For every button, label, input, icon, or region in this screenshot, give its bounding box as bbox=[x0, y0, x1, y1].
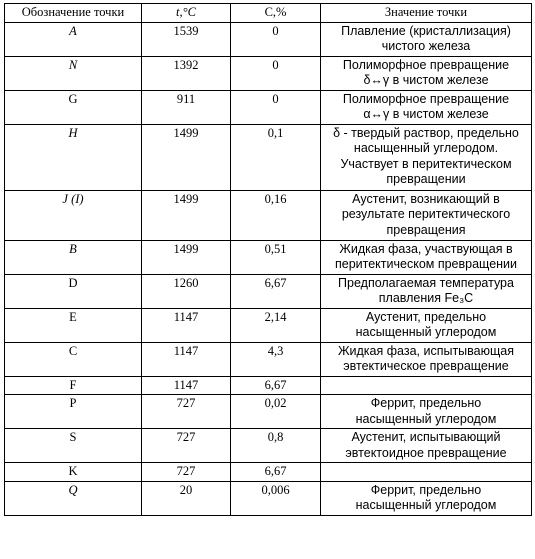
cell-meaning bbox=[321, 124, 532, 190]
meaning-line: Предполагаемая температура bbox=[338, 275, 514, 290]
cell-meaning bbox=[321, 22, 532, 56]
table-row bbox=[5, 376, 532, 395]
meaning-line: Аустенит, возникающий в bbox=[352, 191, 500, 206]
meaning-line: Феррит, предельно bbox=[370, 396, 482, 410]
cell-carbon: 0,1 bbox=[231, 124, 321, 190]
cell-point: G bbox=[5, 90, 142, 124]
cell-carbon: 0,51 bbox=[231, 240, 321, 274]
cell-temp: 1499 bbox=[142, 190, 231, 240]
meaning-line: α↔γ в чистом железе bbox=[363, 107, 489, 121]
iron-carbon-points-table bbox=[4, 3, 532, 516]
meaning-line: эвтектическое превращение bbox=[343, 359, 509, 373]
cell-carbon: 0 bbox=[231, 90, 321, 124]
meaning-line: превращения bbox=[386, 222, 466, 237]
cell-point: J (I) bbox=[5, 190, 142, 240]
meaning-line: Жидкая фаза, испытывающая bbox=[337, 343, 514, 358]
cell-meaning bbox=[321, 90, 532, 124]
meaning-line: Полиморфное превращение bbox=[342, 91, 510, 106]
meaning-line: эвтектоидное превращение bbox=[345, 445, 507, 460]
cell-point: E bbox=[5, 308, 142, 342]
cell-carbon: 0,02 bbox=[231, 395, 321, 429]
cell-temp: 1147 bbox=[142, 308, 231, 342]
table-row bbox=[5, 481, 532, 515]
cell-temp: 1147 bbox=[142, 342, 231, 376]
cell-meaning bbox=[321, 190, 532, 240]
meaning-line: Плавление (кристаллизация) bbox=[341, 23, 511, 38]
cell-meaning bbox=[321, 481, 532, 515]
table-row bbox=[5, 274, 532, 308]
meaning-line: насыщенный углеродом. bbox=[353, 141, 499, 155]
table-row bbox=[5, 90, 532, 124]
meaning-line: результате перитектического bbox=[341, 207, 511, 221]
cell-temp: 1392 bbox=[142, 56, 231, 90]
meaning-line: δ - твердый раствор, предельно bbox=[333, 125, 519, 140]
meaning-line: Аустенит, испытывающий bbox=[351, 430, 501, 444]
cell-carbon: 0 bbox=[231, 56, 321, 90]
cell-meaning bbox=[321, 463, 532, 482]
table-row bbox=[5, 342, 532, 376]
table-row bbox=[5, 429, 532, 463]
cell-carbon: 4,3 bbox=[231, 342, 321, 376]
cell-temp: 727 bbox=[142, 463, 231, 482]
cell-point: P bbox=[5, 395, 142, 429]
meaning-line: насыщенный углеродом bbox=[355, 498, 497, 512]
header-temp: t,°C bbox=[142, 4, 231, 23]
meaning-line: насыщенный углеродом bbox=[355, 411, 497, 426]
cell-point: B bbox=[5, 240, 142, 274]
cell-meaning bbox=[321, 395, 532, 429]
cell-point: K bbox=[5, 463, 142, 482]
cell-point: N bbox=[5, 56, 142, 90]
header-point: Обозначение точки bbox=[5, 4, 142, 23]
cell-meaning bbox=[321, 274, 532, 308]
header-meaning: Значение точки bbox=[321, 4, 532, 23]
cell-temp: 727 bbox=[142, 395, 231, 429]
cell-carbon: 0,8 bbox=[231, 429, 321, 463]
cell-temp: 1539 bbox=[142, 22, 231, 56]
table-row bbox=[5, 124, 532, 190]
cell-point: D bbox=[5, 274, 142, 308]
cell-meaning bbox=[321, 429, 532, 463]
table-header-row bbox=[5, 4, 532, 23]
meaning-line: Полиморфное превращение bbox=[342, 57, 510, 72]
cell-temp: 1147 bbox=[142, 376, 231, 395]
meaning-line: Участвует в перитектическом bbox=[340, 156, 512, 171]
cell-meaning bbox=[321, 308, 532, 342]
cell-meaning bbox=[321, 376, 532, 395]
table-row bbox=[5, 240, 532, 274]
cell-temp: 20 bbox=[142, 481, 231, 515]
table-row bbox=[5, 56, 532, 90]
cell-carbon: 6,67 bbox=[231, 274, 321, 308]
table-row bbox=[5, 395, 532, 429]
table-row bbox=[5, 22, 532, 56]
cell-temp: 911 bbox=[142, 90, 231, 124]
cell-meaning bbox=[321, 240, 532, 274]
meaning-line: δ↔γ в чистом железе bbox=[363, 73, 489, 87]
cell-point: C bbox=[5, 342, 142, 376]
table-row bbox=[5, 463, 532, 482]
cell-temp: 1499 bbox=[142, 240, 231, 274]
cell-point: F bbox=[5, 376, 142, 395]
cell-carbon: 6,67 bbox=[231, 376, 321, 395]
table-row bbox=[5, 308, 532, 342]
cell-carbon: 0 bbox=[231, 22, 321, 56]
cell-carbon: 0,16 bbox=[231, 190, 321, 240]
meaning-line: чистого железа bbox=[381, 39, 471, 53]
cell-temp: 1499 bbox=[142, 124, 231, 190]
cell-point: S bbox=[5, 429, 142, 463]
meaning-line: Жидкая фаза, участвующая в bbox=[339, 241, 513, 256]
cell-meaning bbox=[321, 342, 532, 376]
meaning-line: превращении bbox=[386, 172, 466, 186]
cell-carbon: 2,14 bbox=[231, 308, 321, 342]
meaning-line: Феррит, предельно bbox=[370, 482, 482, 497]
meaning-line: насыщенный углеродом bbox=[355, 325, 497, 339]
cell-meaning bbox=[321, 56, 532, 90]
cell-carbon: 6,67 bbox=[231, 463, 321, 482]
header-carbon: C,% bbox=[231, 4, 321, 23]
cell-point: H bbox=[5, 124, 142, 190]
cell-temp: 1260 bbox=[142, 274, 231, 308]
cell-point: Q bbox=[5, 481, 142, 515]
cell-carbon: 0,006 bbox=[231, 481, 321, 515]
cell-temp: 727 bbox=[142, 429, 231, 463]
meaning-line: плавления Fe₃C bbox=[378, 291, 474, 305]
meaning-line: Аустенит, предельно bbox=[365, 309, 487, 324]
table-row bbox=[5, 190, 532, 240]
meaning-line: перитектическом превращении bbox=[334, 257, 518, 271]
cell-point: A bbox=[5, 22, 142, 56]
